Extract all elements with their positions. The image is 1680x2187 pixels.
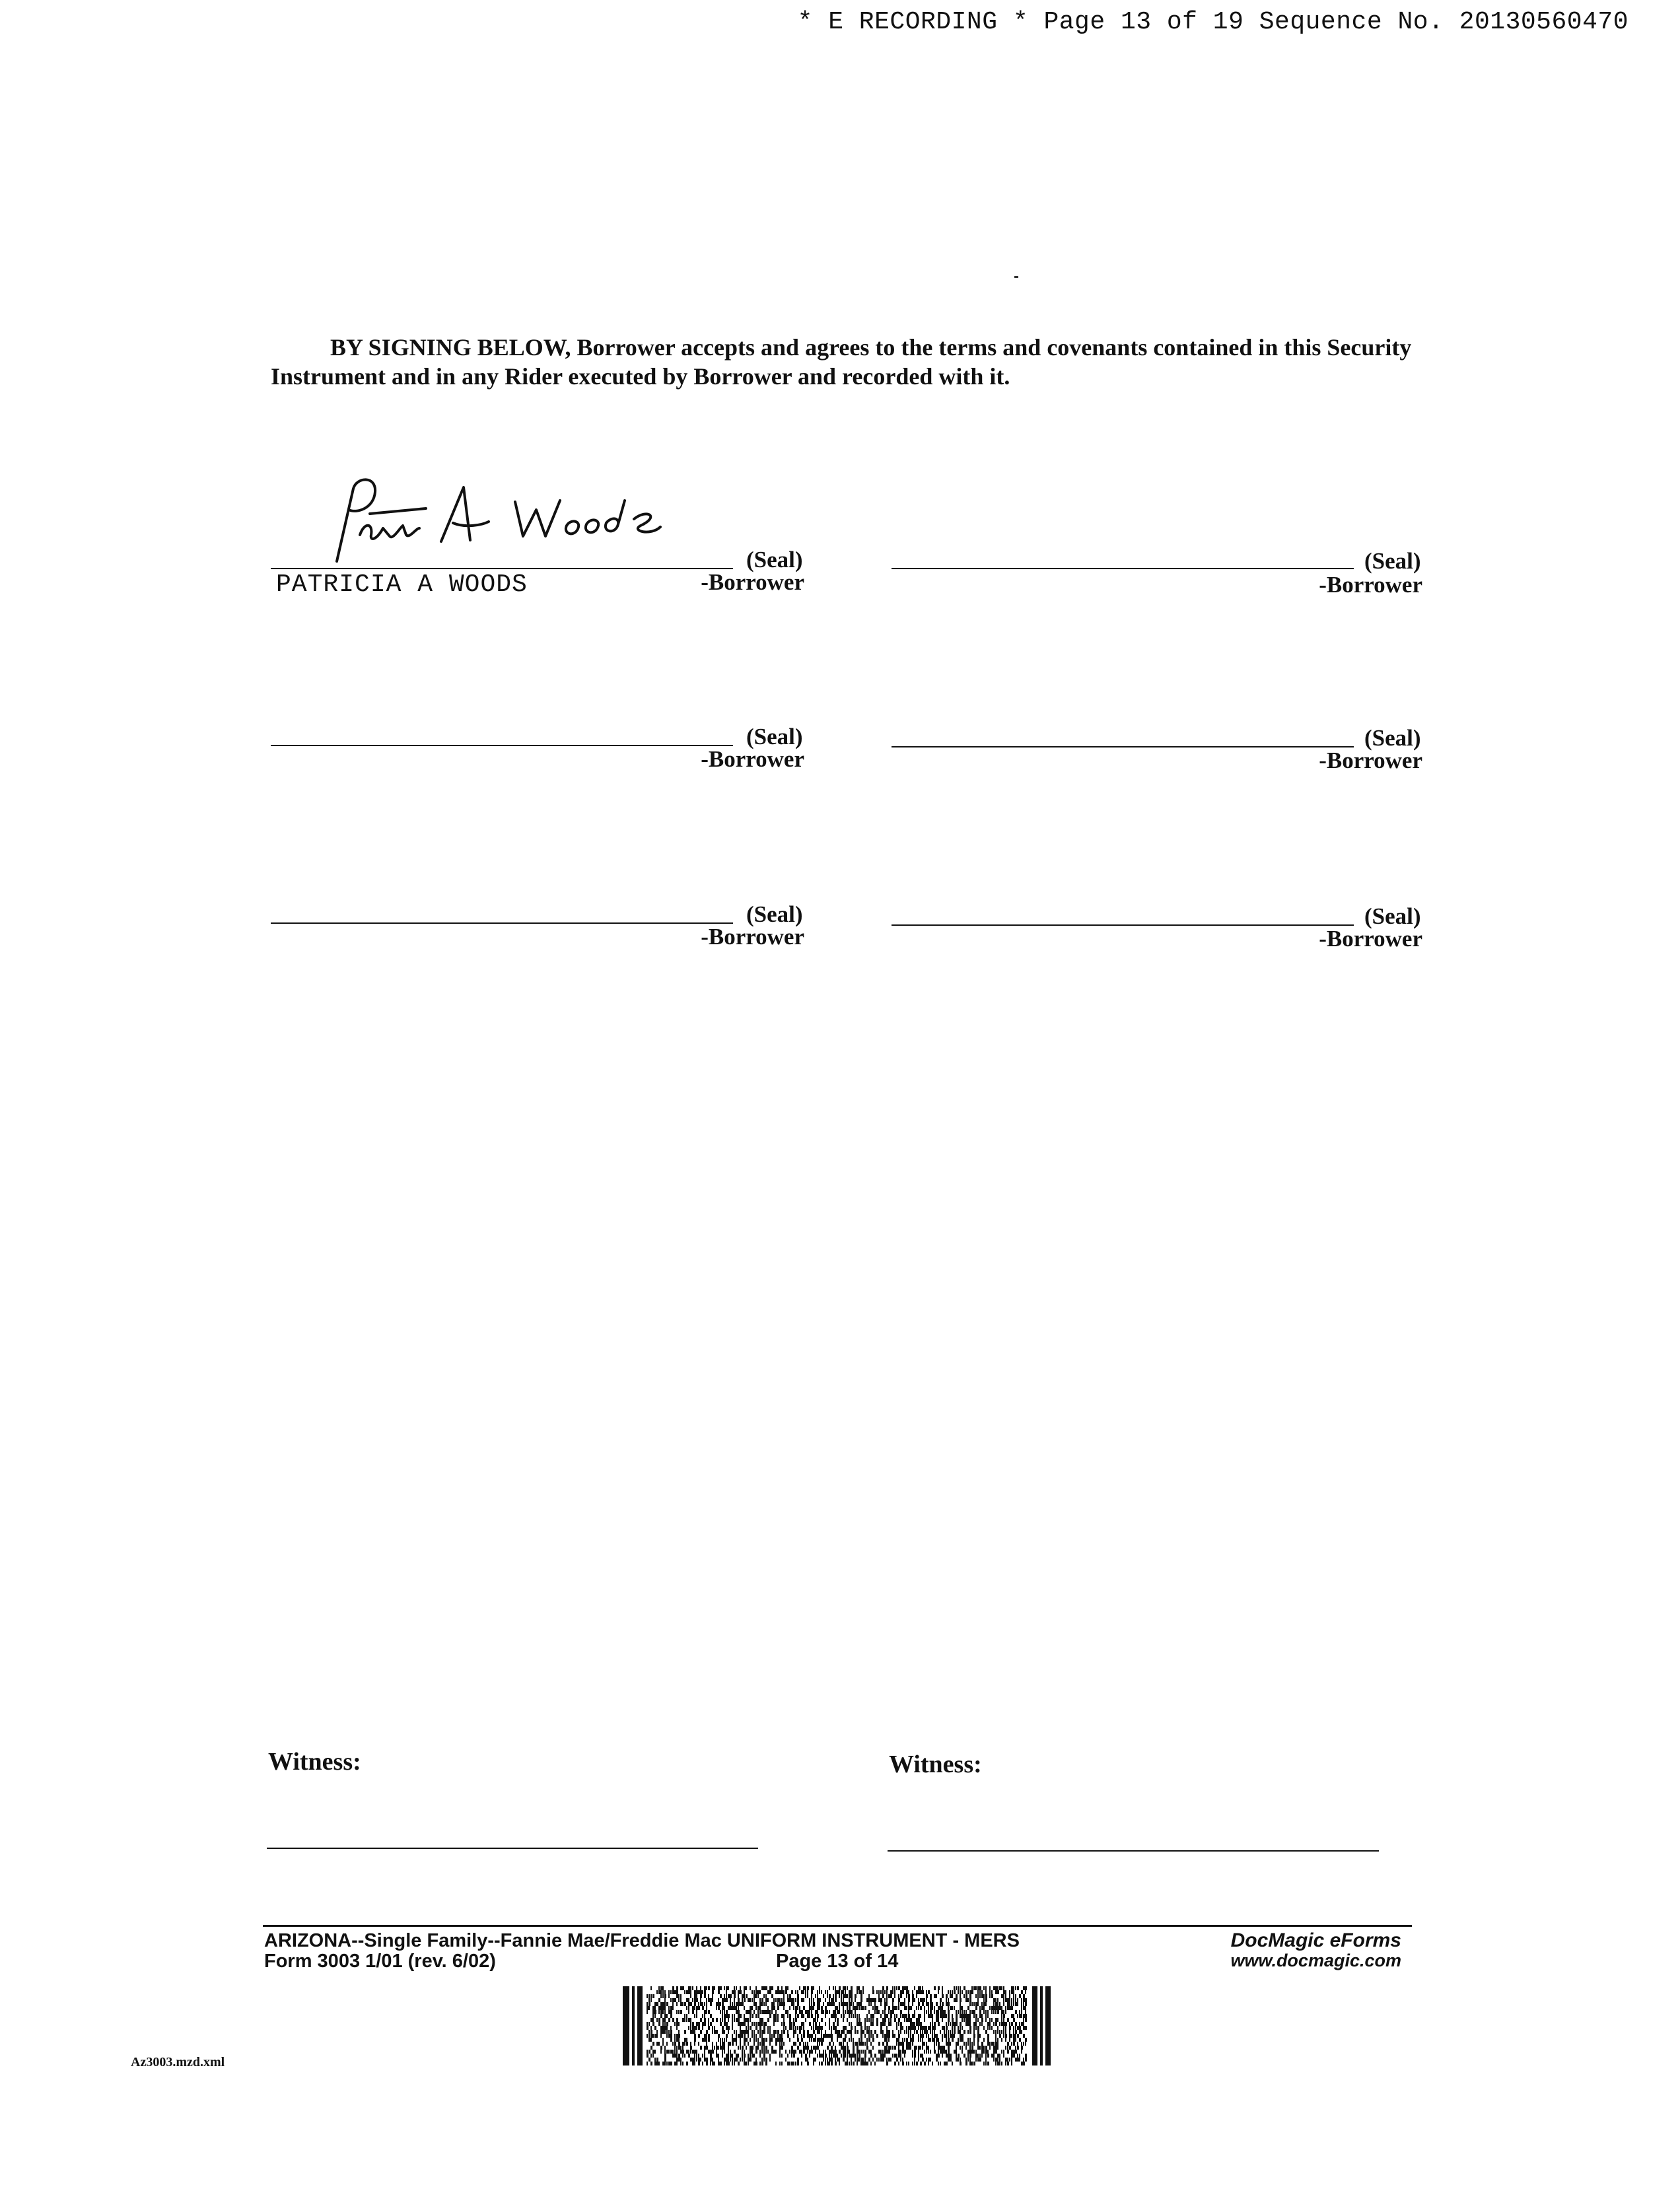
seal-label-6: (Seal) bbox=[1364, 903, 1421, 929]
borrower-role-label-2: -Borrower bbox=[1319, 572, 1422, 598]
form-number: Form 3003 1/01 (rev. 6/02) bbox=[264, 1951, 496, 1972]
witness-label-left: Witness: bbox=[268, 1748, 361, 1776]
borrower-signature-line-4 bbox=[892, 746, 1354, 747]
borrower-signature-line-2 bbox=[892, 568, 1354, 569]
handwritten-signature bbox=[291, 462, 726, 574]
borrower-role-label-5: -Borrower bbox=[701, 924, 804, 950]
witness-label-right: Witness: bbox=[889, 1751, 982, 1778]
docmagic-logo: DocMagic eForms bbox=[1230, 1929, 1401, 1951]
seal-label-1: (Seal) bbox=[746, 547, 803, 573]
borrower-name: PATRICIA A WOODS bbox=[276, 571, 528, 599]
document-barcode bbox=[623, 1986, 1051, 2066]
borrower-role-label-4: -Borrower bbox=[1319, 747, 1422, 773]
recording-header: * E RECORDING * Page 13 of 19 Sequence No. 20130560470 bbox=[797, 8, 1628, 36]
page-number: Page 13 of 14 bbox=[776, 1951, 899, 1972]
docmagic-website: www.docmagic.com bbox=[1230, 1951, 1401, 1970]
form-title: ARIZONA--Single Family--Fannie Mae/Freddie Mac UNIFORM INSTRUMENT - MERS bbox=[264, 1930, 1020, 1951]
borrower-role-label-3: -Borrower bbox=[701, 746, 804, 772]
borrower-role-label-1: -Borrower bbox=[701, 569, 804, 595]
seal-label-3: (Seal) bbox=[746, 724, 803, 749]
borrower-signature-line-6 bbox=[892, 924, 1354, 926]
file-reference: Az3003.mzd.xml bbox=[131, 2055, 225, 2069]
seal-label-4: (Seal) bbox=[1364, 725, 1421, 751]
borrower-signature-line-3 bbox=[271, 745, 733, 746]
scan-speck bbox=[1014, 276, 1018, 278]
borrower-signature-line-1 bbox=[271, 568, 733, 569]
seal-label-5: (Seal) bbox=[746, 901, 803, 927]
witness-signature-line-left bbox=[267, 1848, 758, 1849]
borrower-signature-line-5 bbox=[271, 922, 733, 924]
footer-rule bbox=[263, 1925, 1412, 1927]
signing-statement: BY SIGNING BELOW, Borrower accepts and agrees to the terms and covenants contained in this Security Instrument and in any Rider executed by Borrower and recorded with it. bbox=[271, 334, 1412, 390]
borrower-role-label-6: -Borrower bbox=[1319, 926, 1422, 952]
witness-signature-line-right bbox=[888, 1850, 1379, 1852]
seal-label-2: (Seal) bbox=[1364, 548, 1421, 574]
